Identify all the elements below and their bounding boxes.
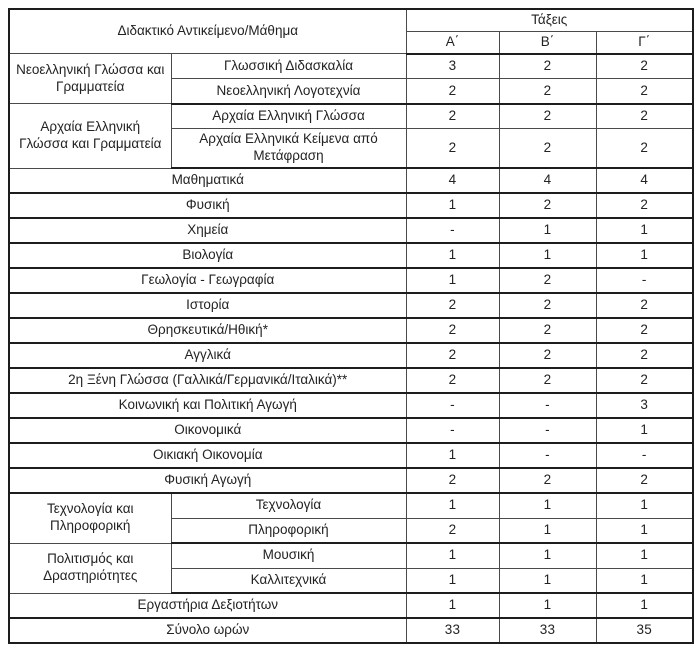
subject-cell: Σύνολο ωρών: [9, 618, 406, 643]
hours-cell: 33: [499, 618, 596, 643]
hours-cell: -: [406, 218, 499, 243]
hours-cell: 2: [499, 79, 596, 104]
table-row: [9, 318, 693, 343]
table-row: [9, 343, 693, 368]
subject-cell: Χημεία: [9, 218, 406, 243]
subject-group-cell: Αρχαία Ελληνική Γλώσσα και Γραμματεία: [9, 104, 171, 168]
hours-cell: -: [499, 393, 596, 418]
hours-cell: 2: [596, 293, 693, 318]
hours-cell: 2: [499, 54, 596, 79]
hours-cell: 2: [499, 293, 596, 318]
hours-cell: 2: [406, 318, 499, 343]
subject-cell: Πληροφορική: [171, 518, 406, 543]
subject-cell: Βιολογία: [9, 243, 406, 268]
hours-cell: 2: [499, 268, 596, 293]
subject-cell: Ιστορία: [9, 293, 406, 318]
class-a-header: Α΄: [406, 31, 499, 53]
table-row: [9, 443, 693, 468]
table-row: [9, 168, 693, 193]
hours-cell: -: [406, 418, 499, 443]
class-b-header: Β΄: [499, 31, 596, 53]
subject-group-cell: Νεοελληνική Γλώσσα και Γραμματεία: [9, 54, 171, 104]
hours-cell: 4: [406, 168, 499, 193]
subject-group-cell: Πολιτισμός και Δραστηριότητες: [9, 543, 171, 593]
hours-cell: 1: [406, 568, 499, 593]
subject-cell: Μουσική: [171, 543, 406, 568]
header-row-top: [9, 9, 693, 31]
hours-cell: 2: [596, 318, 693, 343]
table-row: [9, 543, 693, 568]
hours-cell: 1: [499, 568, 596, 593]
hours-cell: 1: [499, 218, 596, 243]
hours-cell: 3: [596, 393, 693, 418]
hours-cell: 2: [406, 104, 499, 129]
subject-cell: Μαθηματικά: [9, 168, 406, 193]
classes-column-header: Τάξεις: [406, 9, 693, 31]
hours-cell: 1: [596, 243, 693, 268]
hours-cell: 1: [596, 218, 693, 243]
subject-cell: Θρησκευτικά/Ηθική*: [9, 318, 406, 343]
hours-cell: 2: [499, 318, 596, 343]
hours-cell: 2: [499, 468, 596, 493]
table-row: [9, 418, 693, 443]
subject-cell: Νεοελληνική Λογοτεχνία: [171, 79, 406, 104]
hours-cell: 2: [499, 343, 596, 368]
hours-cell: 1: [596, 593, 693, 618]
hours-cell: 2: [596, 468, 693, 493]
hours-cell: -: [596, 443, 693, 468]
subject-cell: Οικιακή Οικονομία: [9, 443, 406, 468]
hours-cell: 3: [406, 54, 499, 79]
hours-cell: 1: [499, 543, 596, 568]
subject-cell: Αγγλικά: [9, 343, 406, 368]
subject-cell: Γεωλογία - Γεωγραφία: [9, 268, 406, 293]
hours-cell: 35: [596, 618, 693, 643]
subject-cell: Γλωσσική Διδασκαλία: [171, 54, 406, 79]
hours-cell: 2: [596, 79, 693, 104]
subject-cell: Εργαστήρια Δεξιοτήτων: [9, 593, 406, 618]
hours-cell: 2: [406, 129, 499, 168]
hours-cell: 2: [596, 129, 693, 168]
subject-group-cell: Τεχνολογία και Πληροφορική: [9, 493, 171, 543]
table-row: [9, 54, 693, 79]
table-row: [9, 293, 693, 318]
table-row: [9, 218, 693, 243]
table-row: [9, 493, 693, 518]
hours-cell: 2: [596, 54, 693, 79]
subject-cell: Φυσική: [9, 193, 406, 218]
hours-cell: -: [499, 443, 596, 468]
table-header: [9, 9, 693, 54]
table-row: [9, 243, 693, 268]
table-row: [9, 593, 693, 618]
hours-cell: 2: [406, 518, 499, 543]
hours-cell: 2: [596, 343, 693, 368]
hours-cell: 2: [406, 79, 499, 104]
subject-cell: Φυσική Αγωγή: [9, 468, 406, 493]
hours-cell: 2: [406, 293, 499, 318]
table-row: [9, 193, 693, 218]
hours-cell: 1: [596, 518, 693, 543]
curriculum-table: [8, 8, 694, 644]
hours-cell: 2: [499, 368, 596, 393]
hours-cell: 1: [499, 243, 596, 268]
table-row: [9, 104, 693, 129]
hours-cell: 2: [406, 343, 499, 368]
hours-cell: 1: [596, 543, 693, 568]
hours-cell: 1: [406, 268, 499, 293]
subject-cell: 2η Ξένη Γλώσσα (Γαλλικά/Γερμανικά/Ιταλικά)**: [9, 368, 406, 393]
subject-cell: Κοινωνική και Πολιτική Αγωγή: [9, 393, 406, 418]
hours-cell: 2: [596, 368, 693, 393]
hours-cell: 2: [596, 193, 693, 218]
subject-cell: Οικονομικά: [9, 418, 406, 443]
hours-cell: 2: [499, 104, 596, 129]
table-row: [9, 268, 693, 293]
subjects-body: [9, 54, 693, 643]
table-row: [9, 368, 693, 393]
hours-cell: 1: [406, 493, 499, 518]
table-row: [9, 468, 693, 493]
hours-cell: 2: [499, 193, 596, 218]
subject-cell: Καλλιτεχνικά: [171, 568, 406, 593]
hours-cell: 1: [499, 518, 596, 543]
hours-cell: 1: [499, 593, 596, 618]
hours-cell: 1: [499, 493, 596, 518]
hours-cell: 1: [596, 568, 693, 593]
hours-cell: 1: [406, 443, 499, 468]
table-row: [9, 618, 693, 643]
hours-cell: 1: [406, 243, 499, 268]
table-row: [9, 393, 693, 418]
subject-cell: Αρχαία Ελληνικά Κείμενα από Μετάφραση: [171, 129, 406, 168]
hours-cell: 2: [499, 129, 596, 168]
subject-cell: Αρχαία Ελληνική Γλώσσα: [171, 104, 406, 129]
hours-cell: 1: [406, 193, 499, 218]
hours-cell: 1: [406, 593, 499, 618]
hours-cell: 2: [406, 468, 499, 493]
subject-cell: Τεχνολογία: [171, 493, 406, 518]
hours-cell: 4: [499, 168, 596, 193]
hours-cell: 2: [406, 368, 499, 393]
hours-cell: -: [499, 418, 596, 443]
hours-cell: 1: [406, 543, 499, 568]
hours-cell: 1: [596, 493, 693, 518]
hours-cell: 33: [406, 618, 499, 643]
class-c-header: Γ΄: [596, 31, 693, 53]
hours-cell: 1: [596, 418, 693, 443]
subject-column-header: Διδακτικό Αντικείμενο/Μάθημα: [9, 9, 406, 54]
hours-cell: -: [406, 393, 499, 418]
hours-cell: -: [596, 268, 693, 293]
hours-cell: 2: [596, 104, 693, 129]
hours-cell: 4: [596, 168, 693, 193]
